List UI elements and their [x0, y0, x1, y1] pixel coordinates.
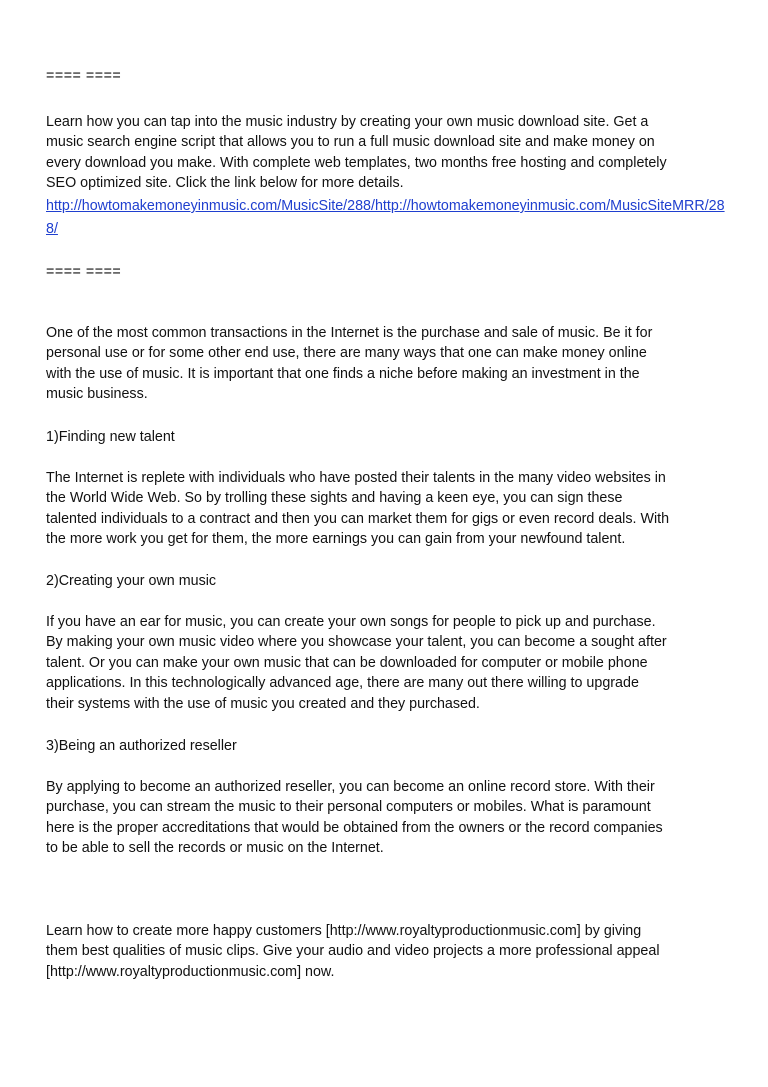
intro-paragraph: Learn how you can tap into the music industry by creating your own music download site. Get a music search engine script that allows you to run a full music download site and make money on every download you make. With complete web templates, two months free hosting and completely SEO optimized site. Click the link below for more details.: [46, 114, 667, 192]
opening-paragraph: One of the most common transactions in the Internet is the purchase and sale of music. Be it for personal use or for some other end use, there are many ways that one can make money online with the use of music. It is important that one finds a niche before making an investment in the music business.: [46, 325, 653, 403]
section-body-finding-talent: The Internet is replete with individuals who have posted their talents in the many video websites in the World Wide Web. So by trolling these sights and having a keen eye, you can sign these talented individuals to a contract and then you can market them for gigs or even record deals. With the more work you get for them, the more earnings you can gain from your newfound talent.: [46, 470, 670, 548]
intro-link[interactable]: http://howtomakemoneyinmusic.com/MusicSite/288/http://howtomakemoneyinmusic.com/MusicSiteMRR/288/: [46, 198, 725, 237]
section-heading-finding-talent: 1)Finding new talent: [46, 429, 175, 445]
section-body-creating-music: If you have an ear for music, you can create your own songs for people to pick up and purchase. By making your own music video where you showcase your talent, you can become a sought after talent. Or you can make your own music that can be downloaded for computer or mobile phone applications. In this technologically advanced age, there are many out there willing to upgrade their systems with the use of music you created and they purchased.: [46, 614, 667, 712]
section-heading-reseller: 3)Being an authorized reseller: [46, 738, 237, 754]
separator-top: ==== ====: [46, 68, 122, 84]
section-heading-creating-music: 2)Creating your own music: [46, 573, 217, 589]
section-body-reseller: By applying to become an authorized reseller, you can become an online record store. With their purchase, you can stream the music to their personal computers or mobiles. What is paramount here is the proper accreditations that would be obtained from the owners or the record companies to be able to sell the records or music on the Internet.: [46, 779, 663, 857]
separator-bottom: ==== ====: [46, 264, 122, 280]
closing-paragraph: Learn how to create more happy customers [http://www.royaltyproductionmusic.com] by giving them best qualities of music clips. Give your audio and video projects a more professional appeal [http://www.royaltyproductionmusic.com] now.: [46, 923, 660, 980]
